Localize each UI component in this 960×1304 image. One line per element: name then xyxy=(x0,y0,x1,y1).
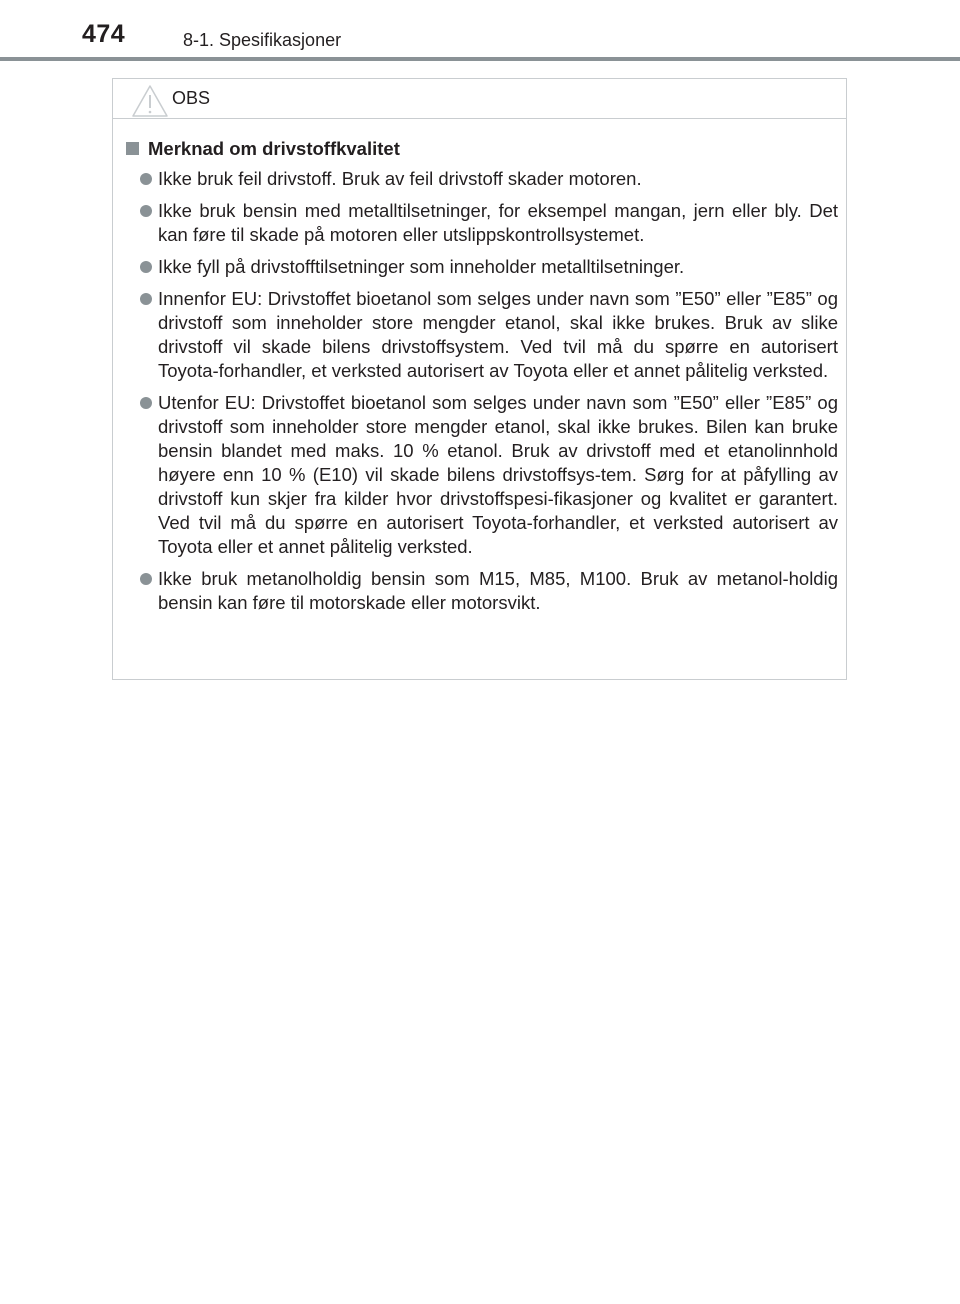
list-item xyxy=(126,167,838,191)
notice-box xyxy=(112,78,847,680)
section-heading-text: Merknad om drivstoffkvalitet xyxy=(148,138,400,159)
list-item xyxy=(126,567,838,615)
page-number: 474 xyxy=(82,20,126,48)
square-bullet-icon xyxy=(126,142,139,155)
bullet-icon xyxy=(140,261,152,273)
notice-body xyxy=(113,119,846,615)
notice-header xyxy=(113,79,846,119)
list-item-text: Ikke fyll på drivstofftilsetninger som inneholder metalltilsetninger. xyxy=(158,256,685,277)
list-item xyxy=(126,255,838,279)
bullet-icon xyxy=(140,293,152,305)
warning-triangle-icon xyxy=(131,84,169,118)
list-item-text: Ikke bruk metanolholdig bensin som M15, M85, M100. Bruk av metanol-holdig bensin kan føre til motorskade eller motorsvikt. xyxy=(158,568,838,613)
bullet-icon xyxy=(140,573,152,585)
list-item-text: Utenfor EU: Drivstoffet bioetanol som selges under navn som ”E50” eller ”E85” og drivstoff som inneholder store mengder etanol, skal ikke brukes. Bilen kan bruke bensin blandet med maks. 10 % etanol. Bruk av drivstoff med et etanolinnhold høyere enn 10 % (E10) vil skade bilens drivstoffsys-tem. Sørg for at påfylling av drivstoff kun skjer fra kilder hvor drivstoffspesi-fikasjoner og kvalitet er garantert. Ved tvil må du spørre en autorisert Toyota-forhandler, et verksted autorisert av Toyota eller et annet pålitelig verksted. xyxy=(158,392,838,557)
notice-list xyxy=(126,167,838,615)
bullet-icon xyxy=(140,205,152,217)
section-heading xyxy=(126,136,838,161)
list-item xyxy=(126,391,838,559)
notice-label: OBS xyxy=(172,88,211,108)
bullet-icon xyxy=(140,397,152,409)
header-divider xyxy=(0,57,960,61)
list-item xyxy=(126,287,838,383)
list-item-text: Innenfor EU: Drivstoffet bioetanol som selges under navn som ”E50” eller ”E85” og drivstoff som inneholder store mengder etanol, skal ikke brukes. Bruk av slike drivstoff vil skade bilens drivstoffsystem. Ved tvil må du spørre en autorisert Toyota-forhandler, et verksted autorisert av Toyota eller et annet pålitelig verksted. xyxy=(158,288,838,381)
section-title: 8-1. Spesifikasjoner xyxy=(183,30,342,50)
bullet-icon xyxy=(140,173,152,185)
page-header xyxy=(0,0,960,60)
list-item-text: Ikke bruk feil drivstoff. Bruk av feil drivstoff skader motoren. xyxy=(158,168,642,189)
list-item-text: Ikke bruk bensin med metalltilsetninger, for eksempel mangan, jern eller bly. Det kan føre til skade på motoren eller utslippskontrollsystemet. xyxy=(158,200,838,245)
list-item xyxy=(126,199,838,247)
